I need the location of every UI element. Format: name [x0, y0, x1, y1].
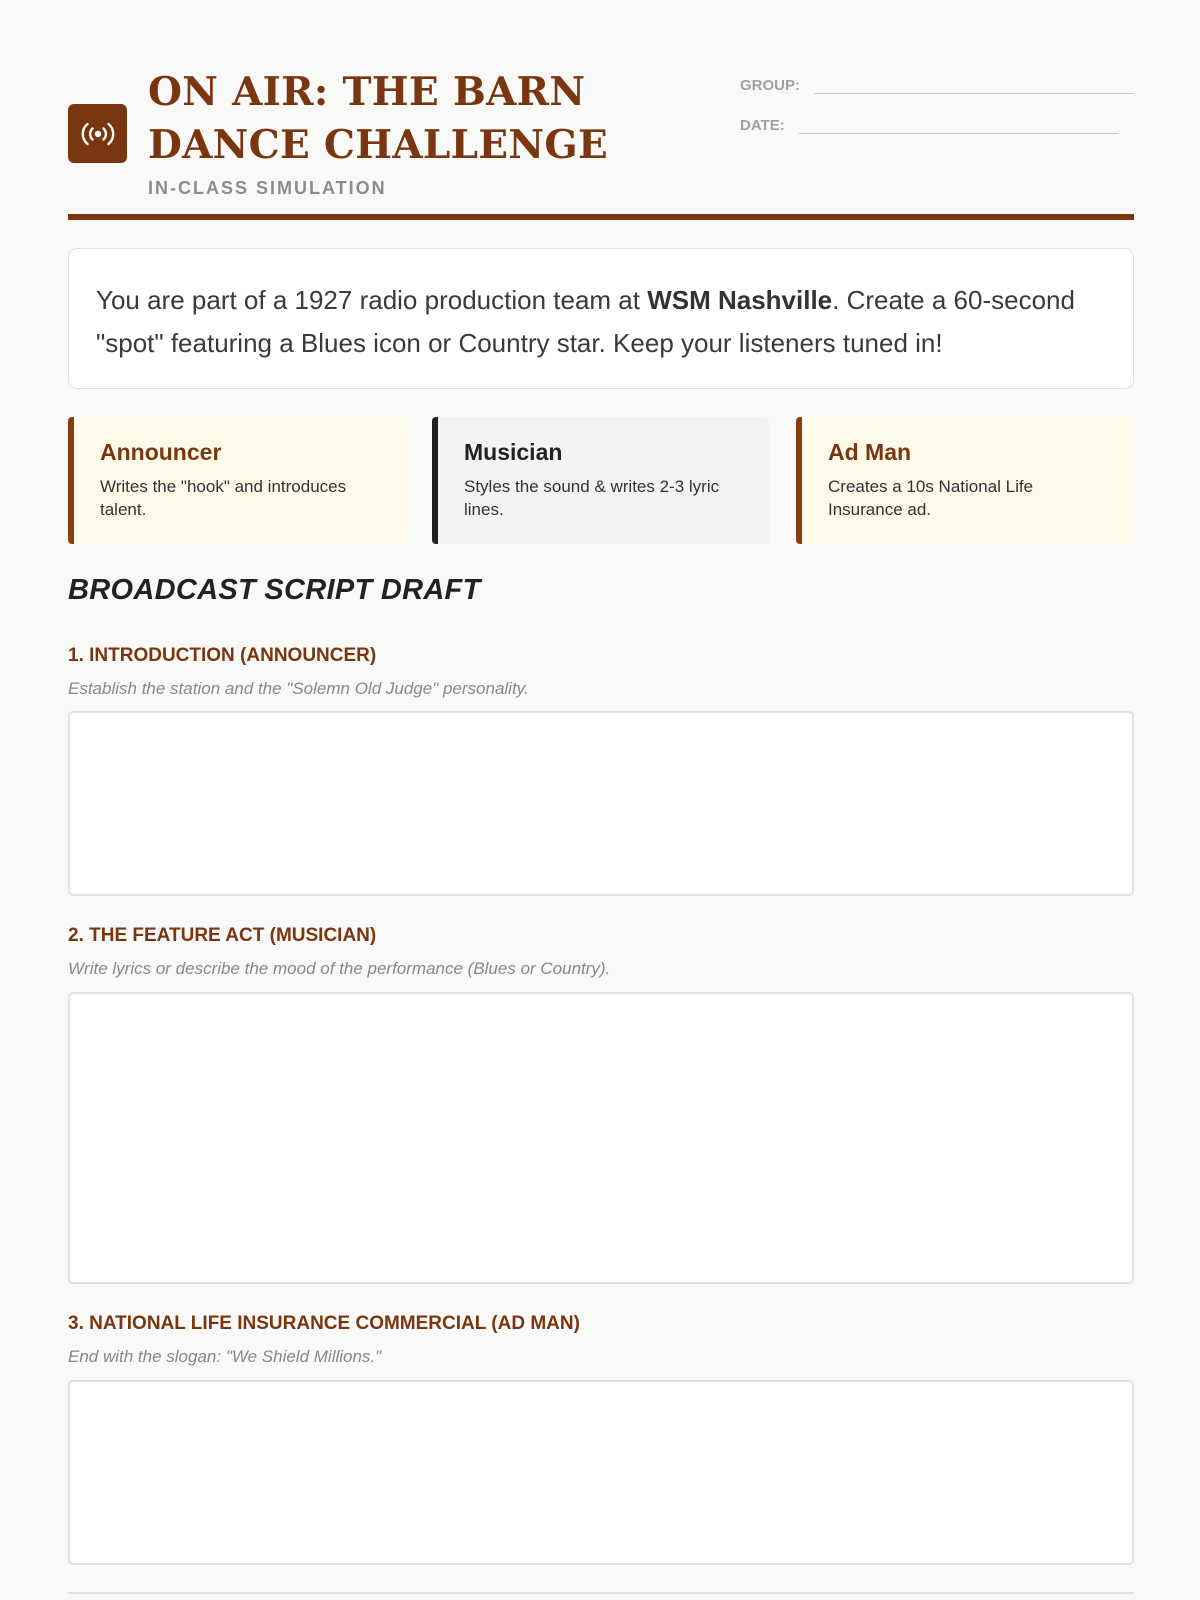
- worksheet-page: [68, 0, 1134, 1366]
- feature-act-answer-box[interactable]: [68, 992, 1134, 1284]
- commercial-hint: End with the slogan: "We Shield Millions.": [68, 1347, 382, 1366]
- commercial-answer-box[interactable]: [68, 1380, 1134, 1565]
- role-description: Writes the "hook" and introduces talent.: [100, 477, 347, 519]
- role-description: Creates a 10s National Life Insurance ad.: [828, 477, 1034, 519]
- role-card-ad-man: [796, 417, 1133, 544]
- group-date-fields: [740, 68, 1134, 148]
- commercial-heading: 3. NATIONAL LIFE INSURANCE COMMERCIAL (AD MAN): [68, 1313, 580, 1334]
- role-cards: [68, 417, 1134, 544]
- introduction-hint: Establish the station and the "Solemn Old Judge" personality.: [68, 679, 529, 698]
- date-field[interactable]: [799, 113, 1119, 134]
- group-label: GROUP:: [740, 77, 800, 94]
- feature-act-heading: 2. THE FEATURE ACT (MUSICIAN): [68, 925, 377, 946]
- group-row: [740, 68, 1134, 94]
- introduction-heading: 1. INTRODUCTION (ANNOUNCER): [68, 645, 377, 666]
- role-name: Musician: [464, 439, 563, 465]
- date-row: [740, 108, 1134, 134]
- role-name: Ad Man: [828, 439, 912, 465]
- feature-act-hint: Write lyrics or describe the mood of the performance (Blues or Country).: [68, 959, 611, 978]
- bottom-divider: [68, 1592, 1134, 1594]
- role-name: Announcer: [100, 439, 222, 465]
- intro-card: [68, 248, 1134, 389]
- date-label: DATE:: [740, 117, 785, 134]
- role-card-musician: [432, 417, 769, 544]
- intro-text-start: You are part of a 1927 radio production team at: [96, 285, 648, 315]
- group-field[interactable]: [814, 73, 1133, 94]
- page-subtitle: IN-CLASS SIMULATION: [148, 178, 387, 198]
- worksheet-header: [68, 0, 1134, 222]
- introduction-answer-box[interactable]: [68, 711, 1134, 896]
- script-section-title: BROADCAST SCRIPT DRAFT: [68, 574, 481, 606]
- role-card-announcer: [68, 417, 405, 544]
- radio-broadcast-icon: [68, 104, 127, 163]
- intro-station-name: WSM Nashville: [647, 285, 833, 315]
- intro-text-end: . Create a 60-second "spot" featuring a Blues icon or Country star. Keep your listeners tuned in!: [96, 285, 1075, 358]
- role-description: Styles the sound & writes 2-3 lyric lines.: [464, 477, 720, 519]
- header-divider: [68, 214, 1134, 220]
- page-title: ON AIR: THE BARN DANCE CHALLENGE: [148, 69, 608, 168]
- title-block: [148, 66, 748, 199]
